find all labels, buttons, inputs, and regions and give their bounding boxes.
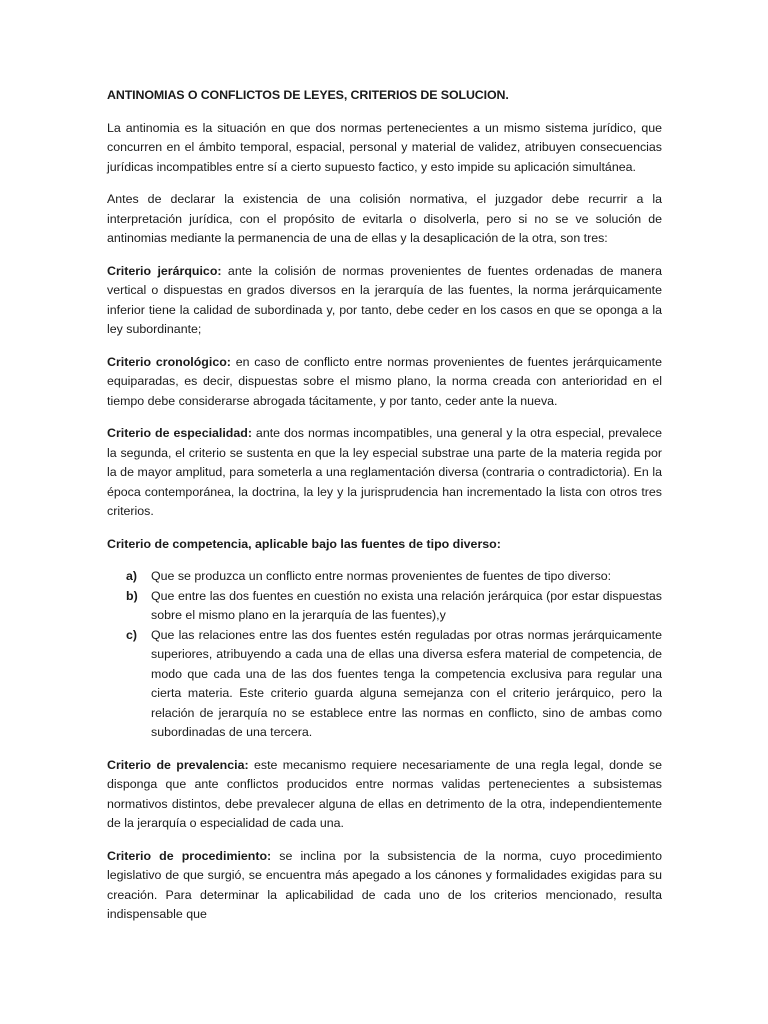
document-title: ANTINOMIAS O CONFLICTOS DE LEYES, CRITERIOS DE SOLUCION. (107, 88, 509, 102)
list-item-text: Que entre las dos fuentes en cuestión no exista una relación jerárquica (por estar dispuestas sobre el mismo plano en la jerarquía de las fuentes),y (151, 588, 662, 622)
criterio-cronologico-label: Criterio cronológico: (107, 354, 231, 369)
list-marker: c) (126, 627, 138, 642)
criterio-procedimiento-text: se inclina por la subsistencia de la norma, cuyo procedimiento legislativo de que surgió, se encuentra más apegado a los cánones y formalidades exigidas para su creación. Para determinar la aplicabilidad de cada uno de los criterios mencionado, resulta indispensable que (107, 848, 663, 921)
criterio-jerarquico (107, 262, 662, 340)
criterio-especialidad-text: ante dos normas incompatibles, una general y la otra especial, prevalece la segunda, el criterio se sustenta en que la ley especial substrae una parte de la materia regida por la de mayor amplitud, para someterla a una reglamentación diversa (contraria o contradictoria). En la época contemporánea, la doctrina, la ley y la jurisprudencia han incrementado la lista con otros tres criterios. (107, 426, 662, 518)
competencia-item-c (107, 626, 662, 743)
criterio-jerarquico-label: Criterio jerárquico: (107, 263, 222, 278)
criterio-jerarquico-text: ante la colisión de normas provenientes de fuentes ordenadas de manera vertical o dispuestas en grados diversos en la jerarquía de las fuentes, la norma jerárquicamente inferior tiene la calidad de subordinada y, por tanto, debe ceder en los casos en que se oponga a la ley subordinante; (107, 263, 662, 336)
criterio-prevalencia (107, 756, 662, 834)
criterio-procedimiento-label: Criterio de procedimiento: (107, 848, 272, 863)
criterio-especialidad (107, 424, 662, 522)
criterio-competencia-heading: Criterio de competencia, aplicable bajo las fuentes de tipo diverso: (107, 536, 501, 551)
document-body (107, 86, 662, 938)
criterio-prevalencia-text: este mecanismo requiere necesariamente de una regla legal, donde se disponga que ante conflictos producidos entre normas validas pertenecientes a subsistemas normativos distintos, debe prevalecer alguna de ellas en detrimento de la otra, independientemente de la jerarquía o especialidad de cada una. (107, 757, 662, 830)
criterio-cronologico (107, 353, 662, 412)
paragraph-antinomia-definition: La antinomia es la situación en que dos normas pertenecientes a un mismo sistema jurídico, que concurren en el ámbito temporal, espacial, personal y material de validez, atribuyen consecuencias jurídicas incompatibles entre sí a cierto supuesto factico, y esto impide su aplicación simultánea. (107, 120, 662, 174)
list-item-text: Que las relaciones entre las dos fuentes estén reguladas por otras normas jerárquicamente superiores, atribuyendo a cada una de ellas una diversa esfera material de competencia, de modo que cada una de las dos fuentes tenga la competencia exclusiva para regular una cierta materia. Este criterio guarda alguna semejanza con el criterio jerárquico, pero la relación de jerarquía no se establece entre las normas en conflicto, sino de ambas como subordinadas de una tercera. (151, 627, 662, 739)
list-marker: a) (126, 569, 138, 583)
competencia-item-a (107, 567, 662, 587)
list-marker: b) (126, 588, 138, 603)
list-item-text: Que se produzca un conflicto entre normas provenientes de fuentes de tipo diverso: (151, 569, 612, 583)
competencia-item-b (107, 587, 662, 626)
criterio-prevalencia-label: Criterio de prevalencia: (107, 757, 249, 772)
criterio-cronologico-text: en caso de conflicto entre normas provenientes de fuentes jerárquicamente equiparadas, es decir, dispuestas sobre el mismo plano, la norma creada con anterioridad en el tiempo debe considerarse abrogada tácitamente, y por tanto, ceder ante la nueva. (107, 354, 662, 408)
criterio-especialidad-label: Criterio de especialidad: (107, 426, 252, 440)
criterio-procedimiento (107, 847, 662, 925)
paragraph-colision-normativa: Antes de declarar la existencia de una colisión normativa, el juzgador debe recurrir a la interpretación jurídica, con el propósito de evitarla o disolverla, pero si no se ve solución de antinomias mediante la permanencia de una de ellas y la desaplicación de la otra, son tres: (107, 192, 662, 245)
competencia-list (107, 567, 662, 743)
